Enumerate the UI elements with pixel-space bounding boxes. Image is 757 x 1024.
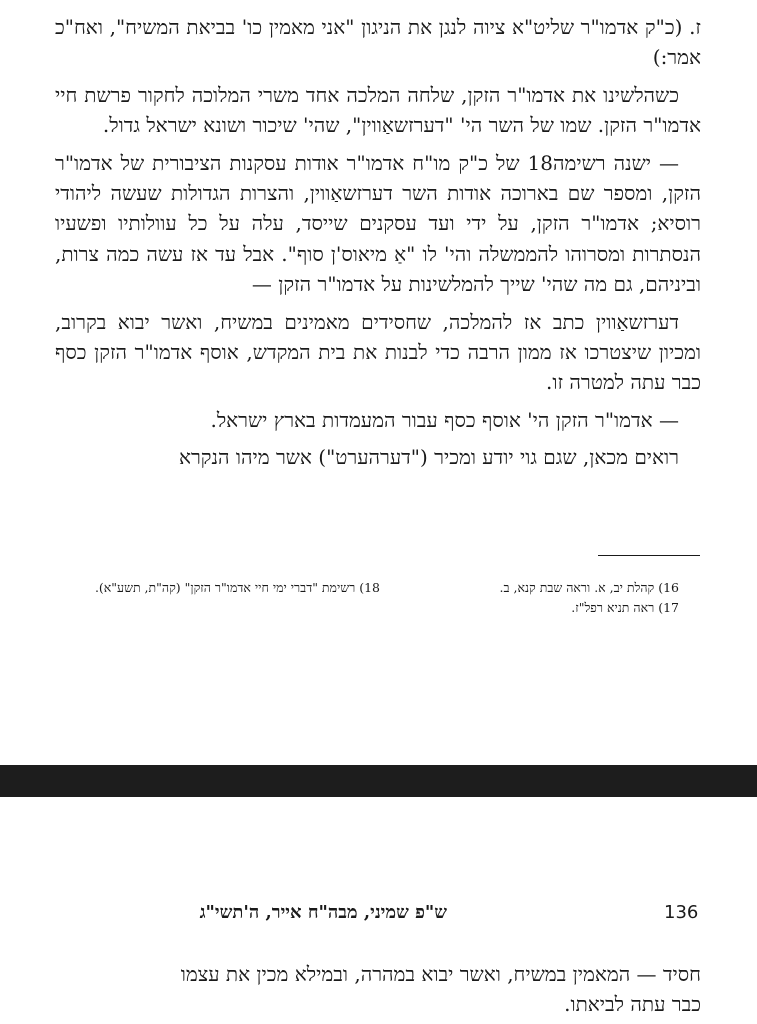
paragraph-6: רואים מכאן, שגם גוי יודע ומכיר ("דערהערט") אשר מיהו הנקרא xyxy=(178,445,679,470)
footnote-divider xyxy=(598,555,700,556)
continued-line-2: כבר עתה לביאתו. xyxy=(564,992,701,1017)
footnotes-left-column xyxy=(58,578,380,598)
continued-line-1: חסיד — המאמין במשיח, ואשר יבוא במהרה, ובמילא מכין את עצמו xyxy=(180,962,701,986)
footnote-17: 17) ראה תניא רפל"ז. xyxy=(571,600,679,615)
page-number: 136 xyxy=(664,902,699,923)
paragraph-3: — ישנה רשימה18 של כ"ק מו"ח אדמו"ר אודות עסקנות הציבורית של אדמו"ר הזקן, ומספר שם בארוכה אודות השר דערזשאַווין, והצרות הגדולות שעשה ליהודי רוסיא; אדמו"ר הזקן, על ידי ועד עסקנים שייסד, עלה על כל עוולותיו ופשעיו הנסתרות ומסרוהו להממשלה והי' לו "אַ מיאוס'ן סוף". אבל עד אז עשה כמה צרות, וביניהם, גם מה שהי' שייך להמלשינות על אדמו"ר הזקן — xyxy=(55,150,701,297)
paragraph-2: כשהלשינו את אדמו"ר הזקן, שלחה המלכה אחד משרי המלוכה לחקור פרשת חיי אדמו"ר הזקן. שמו של השר הי' "דערזשאַווין", שהי' שיכור ושונא ישראל גדול. xyxy=(55,82,701,138)
book-page-bottom xyxy=(0,797,757,1024)
page-separator-band xyxy=(0,765,757,797)
paragraph-1: ז. (כ"ק אדמו"ר שליט"א ציוה לנגן את הניגון "אני מאמין כו' בביאת המשיח", ואח"כ אמר:) xyxy=(55,15,701,70)
paragraph-5: — אדמו"ר הזקן הי' אוסף כסף עבור המעמדות בארץ ישראל. xyxy=(210,407,679,432)
footnote-18: 18) רשימת "דברי ימי חיי אדמו"ר הזקן" (קה"ת, תשע"א). xyxy=(94,580,380,595)
body-text xyxy=(55,12,701,480)
body-text-continued xyxy=(55,959,701,1020)
footnote-16: 16) קהלת יב, א. וראה שבת קנא, ב. xyxy=(499,580,679,595)
footnotes-right-column xyxy=(399,578,679,618)
paragraph-4: דערזשאַווין כתב אז להמלכה, שחסידים מאמינים במשיח, ואשר יבוא בקרוב, ומכיון שיצטרכו אז ממון הרבה כדי לבנות את בית המקדש, אוסף אדמו"ר הזקן כסף כבר עתה למטרה זו. xyxy=(55,309,701,395)
running-header: ש"פ שמיני, מבה"ח אייר, ה'תשי"ג xyxy=(199,902,447,923)
